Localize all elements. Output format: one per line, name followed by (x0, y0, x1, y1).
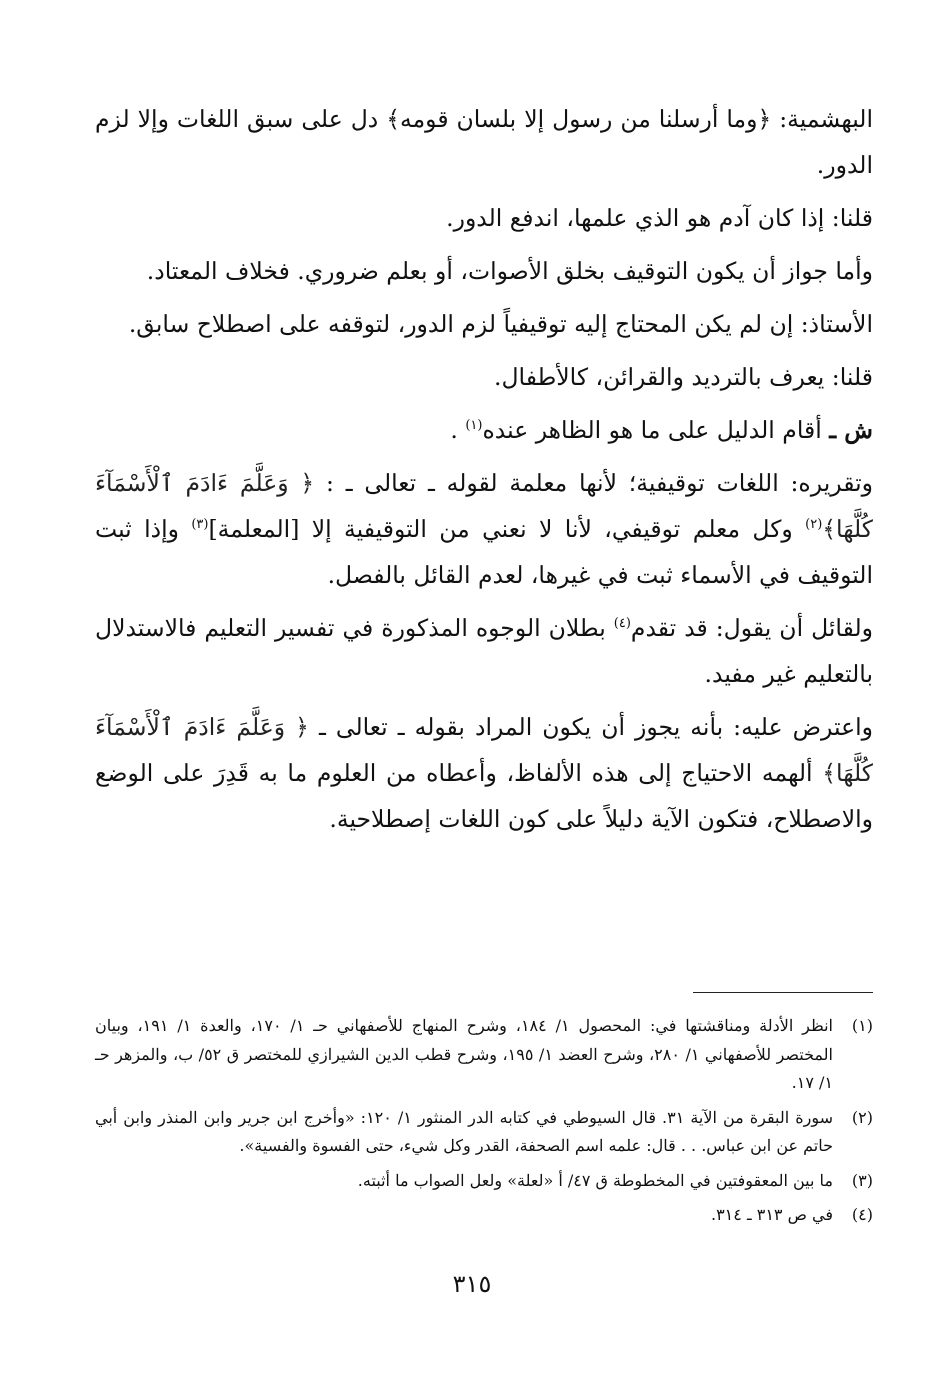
paragraph-sharh (95, 407, 873, 453)
quran-verse: ﴿ وَعَلَّمَ ءَادَمَ ٱلْأَسْمَآءَ كُلَّهَا﴾ (95, 469, 873, 543)
taqrir-text-b: وكل معلم توقيفي، لأنا لا نعني من التوقيفية إلا [المعلمة] (208, 515, 806, 543)
footnotes (95, 1012, 873, 1236)
paragraph-taqrir (95, 460, 873, 598)
paragraph-itirad (95, 704, 873, 842)
footnote-number: (٤) (851, 1205, 873, 1224)
footnote-text: ما بين المعقوفتين في المخطوطة ق ٤٧/ أ «لعلة» ولعل الصواب ما أثبته. (357, 1170, 833, 1190)
footnote-number: (٢) (851, 1107, 873, 1127)
footnote-ref-3: (٣) (191, 517, 209, 533)
footnote (95, 1167, 873, 1196)
sharh-text: أقام الدليل على ما هو الظاهر عنده (482, 416, 830, 444)
footnote-ref-1: (١) (465, 418, 483, 434)
taqrir-text-a: وتقريره: اللغات توقيفية؛ لأنها معلمة لقوله ـ تعالى ـ : (314, 469, 873, 497)
footnote-ref-2: (٢) (805, 517, 823, 533)
footnote-number: (١) (851, 1016, 873, 1035)
paragraph-qail (95, 605, 873, 697)
sharh-marker: ش ـ (829, 416, 873, 444)
footnote-text: في ص ٣١٣ ـ ٣١٤. (710, 1205, 833, 1224)
footnote-text: سورة البقرة من الآية ٣١. قال السيوطي في كتابه الدر المنثور ١/ ١٢٠: «وأخرج ابن جرير وابن المنذر وابن أبي حاتم عن ابن عباس. . . قال: علمه اسم الصحفة، القدر وكل شيء، حتى الفسوة والفسية». (95, 1107, 834, 1155)
paragraph-reply-children: قلنا: يعرف بالترديد والقرائن، كالأطفال. (493, 363, 873, 391)
quran-verse: ﴿ وَعَلَّمَ ءَادَمَ ٱلْأَسْمَآءَ كُلَّهَا﴾ (95, 713, 873, 787)
footnote-ref-4: (٤) (613, 616, 631, 632)
itirad-text-b: ألهمه الاحتياج إلى هذه الألفاظ، وأعطاه من العلوم ما به قَدِرَ على الوضع والاصطلاح، فتكون الآية دليلاً على كون اللغات إصطلاحية. (95, 759, 873, 833)
footnote-text: انظر الأدلة ومناقشتها في: المحصول ١/ ١٨٤، وشرح المنهاج للأصفهاني حـ ١/ ١٧٠، والعدة ١/ ١٩١، وبيان المختصر للأصفهاني ١/ ٢٨٠، وشرح العضد ١/ ١٩٥، وشرح قطب الدين الشيرازي للمختصر ق ٥٢/ ب، والمزهر حـ ١/ ١٧. (95, 1016, 833, 1092)
paragraph-bahshamiyya: البهشمية: ﴿وما أرسلنا من رسول إلا بلسان قومه﴾ دل على سبق اللغات وإلا لزم الدور. (95, 105, 873, 179)
sharh-end: . (450, 416, 466, 444)
footnote (95, 1012, 873, 1098)
footnote-number: (٣) (851, 1170, 873, 1190)
qail-text-a: ولقائل أن يقول: قد تقدم (630, 614, 873, 642)
page-number: ٣١٥ (452, 1270, 492, 1298)
footnote (95, 1104, 873, 1161)
footnote (95, 1201, 873, 1230)
paragraph-reply-adam: قلنا: إذا كان آدم هو الذي علمها، اندفع الدور. (446, 204, 873, 232)
paragraph-tawqif-sounds: وأما جواز أن يكون التوقيف بخلق الأصوات، أو بعلم ضروري. فخلاف المعتاد. (146, 257, 873, 285)
itirad-text-a: واعترض عليه: بأنه يجوز أن يكون المراد بقوله ـ تعالى ـ (308, 713, 873, 741)
taqrir-text-c: وإذا ثبت التوقيف في الأسماء ثبت في غيرها، لعدم القائل بالفصل. (95, 515, 873, 589)
paragraph-ustadh: الأستاذ: إن لم يكن المحتاج إليه توقيفياً لزم الدور، لتوقفه على اصطلاح سابق. (128, 310, 873, 338)
qail-text-b: بطلان الوجوه المذكورة في تفسير التعليم فالاستدلال بالتعليم غير مفيد. (95, 614, 873, 688)
footnote-separator (693, 992, 873, 993)
main-text (95, 96, 873, 849)
